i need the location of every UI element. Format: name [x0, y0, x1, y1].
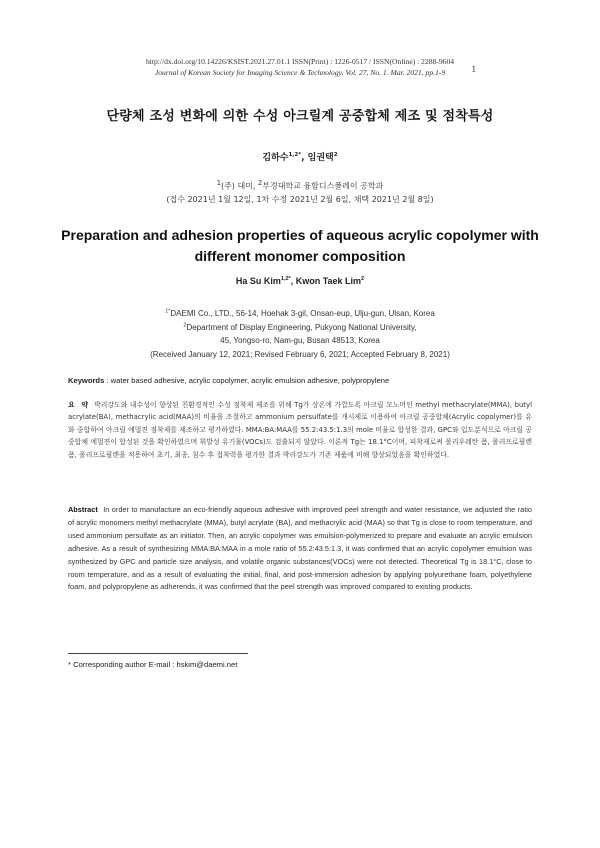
- affiliation-superscript: 1: [216, 179, 221, 187]
- korean-title: 단량체 조성 변화에 의한 수성 아크릴계 공중합체 제조 및 점착특성: [106, 109, 494, 124]
- author-separator: ,: [301, 153, 308, 163]
- korean-author-name: 김하수: [262, 153, 289, 163]
- korean-abstract: [68, 399, 532, 461]
- keywords-text: : water based adhesive, acrylic copolymer, acrylic emulsion adhesive, polypropylene: [104, 376, 390, 385]
- korean-affiliation-line: [0, 177, 600, 193]
- english-title: Preparation and adhesion properties of aqueous acrylic copolymer with different monomer composition: [61, 227, 539, 264]
- journal-citation-line: Journal of Korean Society for Imaging Science & Technology, Vol. 27, No. 1. Mar. 2021, pp.1-9: [154, 68, 446, 77]
- korean-dates: (접수 2021년 1월 12일, 1차 수정 2021년 2월 6일, 채택 2021년 2월 8일): [166, 194, 434, 204]
- affiliation-superscript: 2: [183, 321, 187, 328]
- affiliation-superscript: 1*: [165, 308, 171, 315]
- english-dates: (Received January 12, 2021; Revised February 6, 2021; Accepted February 8, 2021): [150, 349, 450, 359]
- author-superscript: 2: [333, 152, 338, 158]
- korean-abstract-label: 요 약: [68, 401, 91, 409]
- english-affiliations: [0, 307, 600, 361]
- author-superscript: 1,2*: [288, 152, 302, 158]
- keywords: [68, 376, 532, 385]
- affiliation-superscript: 2: [258, 179, 263, 187]
- korean-author-name: 임권택: [307, 153, 334, 163]
- author-superscript: 2: [361, 276, 365, 282]
- author-superscript: 1,2*: [280, 276, 291, 282]
- footnote-divider: [68, 653, 248, 654]
- journal-header: [0, 56, 600, 78]
- affiliation-line: [0, 321, 600, 335]
- english-abstract-text: In order to manufacture an eco-friendly aqueous adhesive with improved peel strength and water resistance, we adjusted the ratio of acrylic monomers methyl methacrylate (MMA), butyl acrylate (BA), and methacrylic acid (MAA) so that Tg is close to room temperature, and used ammonium persulfate as an initiator. Then, an acrylic copolymer was emulsion-polymerized to prepare and evaluate an acrylic emulsion adhesive. As a result of synthesizing MMA:BA:MAA in a mole ratio of 55.2:43.5:1.3, it was confirmed that an acrylic copolymer emulsion was synthesized by GPC and particle size analysis, and volatile organic substances(VOCs) were not detected. Theoretical Tg is 18.1°C, close to room temperature, and as a result of evaluating the initial, final, and post-immersion adhesion by applying polyurethane foam, polyethylene foam, and polypropylene as adherends, it was confirmed that the peel strength was improved compared to existing products.: [68, 505, 532, 592]
- korean-affiliations: [0, 177, 600, 206]
- doi-issn-line: http://dx.doi.org/10.14226/KSIST.2021.27.01.1 ISSN(Print) : 1226-0517 / ISSN(Online) : 2288-9604: [145, 57, 455, 66]
- korean-abstract-text: 박리강도와 내수성이 향상된 친환경적인 수성 점착제 제조를 위해 Tg가 상온에 가깝도록 아크릴 모노머인 methyl methacrylate(MMA), butyl acrylate(BA), methacrylic acid(MAA)의 비율을 조절하고 ammonium persulfate를 개시제로 이용하여 아크릴 공중합체(Acrylic copolymer)를 유화 중합하여 아크릴 에멀젼 점착제를 제조하고 평가하였다. MMA:BA:MAA를 55.2:43.5:1.3의 mole 비율로 합성한 결과, GPC와 입도분석으로 아크릴 공중합체 에멀젼이 합성된 것을 확인하였으며 휘발성 유기물(VOCs)도 검출되지 않았다. 이론적 Tg는 18.1°C이며, 피착재로써 폴리우레탄 폼, 폴리프로필렌 폼, 폴리프로필렌을 적용하여 초기, 최종, 침수 후 접착력을 평가한 결과 박리강도가 기존 제품에 비해 향상되었음을 확인하였다.: [68, 401, 533, 459]
- author-separator: ,: [290, 276, 296, 286]
- affiliation-text: Department of Display Engineering, Pukyong National University,: [186, 322, 417, 332]
- korean-authors: [0, 150, 600, 163]
- affiliation-org: (주) 대미,: [220, 181, 259, 191]
- english-abstract: [68, 504, 532, 594]
- page-number: 1: [471, 64, 476, 74]
- affiliation-org: 부경대학교 융합디스플레이 공학과: [262, 181, 384, 191]
- english-author-name: Ha Su Kim: [235, 276, 281, 286]
- english-authors: [0, 276, 600, 286]
- keywords-label: Keywords: [68, 376, 105, 385]
- affiliation-line: 45, Yongso-ro, Nam-gu, Busan 48513, Korea: [220, 336, 380, 345]
- affiliation-line: [0, 307, 600, 321]
- english-abstract-label: Abstract: [68, 505, 98, 514]
- affiliation-text: DAEMI Co., LTD., 56-14, Hoehak 3-gil, Onsan-eup, Ulju-gun, Ulsan, Korea: [170, 309, 435, 318]
- corresponding-author-footnote: * Corresponding author E-mail : hskim@daemi.net: [68, 660, 238, 669]
- english-author-name: Kwon Taek Lim: [295, 276, 362, 286]
